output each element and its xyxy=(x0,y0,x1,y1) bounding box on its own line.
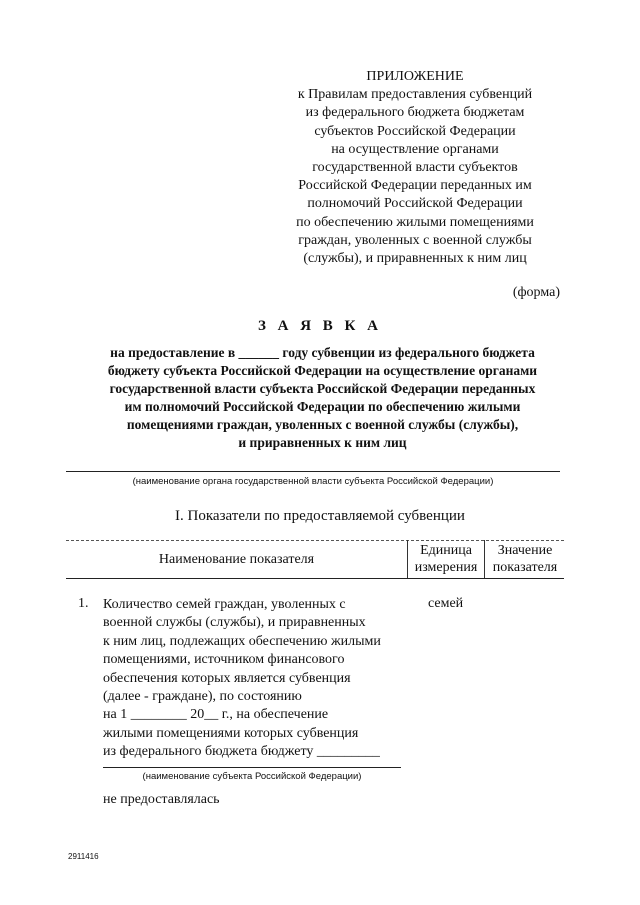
annex-line: (службы), и приравненных к ним лиц xyxy=(303,251,527,267)
subtitle-line: государственной власти субъекта Российской Федерации переданных xyxy=(109,381,536,396)
document-code: 2911416 xyxy=(68,852,99,861)
form-label: (форма) xyxy=(512,285,560,300)
section-title: I. Показатели по предоставляемой субвенции xyxy=(175,508,465,524)
row-text-line: из федерального бюджета бюджету _________ xyxy=(103,744,380,760)
row-unit: семей xyxy=(428,596,464,611)
subtitle-line: им полномочий Российской Федерации по обеспечению жилыми xyxy=(124,399,521,414)
column-header-value xyxy=(485,540,565,578)
annex-line: государственной власти субъектов xyxy=(312,160,518,176)
column-header-value-line: Значение xyxy=(497,543,553,558)
column-header-unit-line: Единица xyxy=(420,543,472,558)
table-header-bottom-border xyxy=(66,578,564,579)
annex-line: полномочий Российской Федерации xyxy=(307,196,523,212)
row-text-line: к ним лиц, подлежащих обеспечению жилыми xyxy=(103,633,381,649)
column-header-name xyxy=(66,540,407,578)
subtitle-line: на предоставление в ______ году субвенции из федерального бюджета xyxy=(110,345,535,360)
annex-line: к Правилам предоставления субвенций xyxy=(297,87,533,103)
column-header-unit xyxy=(408,540,484,578)
annex-line: по обеспечению жилыми помещениями xyxy=(296,214,534,230)
row-text-line: обеспечения которых является субвенция xyxy=(103,670,351,686)
org-name-fill-line xyxy=(66,471,560,472)
annex-line: субъектов Российской Федерации xyxy=(314,123,516,139)
subtitle-line: помещениями граждан, уволенных с военной службы (службы), xyxy=(126,417,519,432)
column-header-name-text: Наименование показателя xyxy=(158,551,315,567)
subtitle-line: и приравненных к ним лиц xyxy=(238,435,407,450)
column-header-value-line: показателя xyxy=(492,560,558,575)
annex-line: на осуществление органами xyxy=(331,141,499,157)
annex-title: ПРИЛОЖЕНИЕ xyxy=(366,69,464,84)
subject-name-caption: (наименование субъекта Российской Федерации) xyxy=(142,771,362,782)
row-indicator-text xyxy=(103,596,403,762)
annex-line: из федерального бюджета бюджетам xyxy=(305,105,525,121)
document-subtitle xyxy=(70,344,575,452)
row-tail-text: не предоставлялась xyxy=(103,792,220,807)
row-text-line: жилыми помещениями которых субвенция xyxy=(103,725,359,741)
row-number: 1. xyxy=(78,596,89,611)
row-text-line: помещениями, источником финансового xyxy=(103,652,345,668)
row-text-line: Количество семей граждан, уволенных с xyxy=(103,597,346,612)
subtitle-line: бюджету субъекта Российской Федерации на осуществление органами xyxy=(107,363,538,378)
row-text-line: (далее - граждане), по состоянию xyxy=(103,689,302,705)
annex-line: Российской Федерации переданных им xyxy=(298,178,532,194)
row-text-line: военной службы (службы), и приравненных xyxy=(103,615,366,631)
column-header-unit-line: измерения xyxy=(414,560,478,575)
annex-block xyxy=(255,68,575,268)
subject-name-fill-line xyxy=(103,767,401,768)
document-title: З А Я В К А xyxy=(257,318,383,334)
annex-line: граждан, уволенных с военной службы xyxy=(298,232,532,248)
row-text-line: на 1 ________ 20__ г., на обеспечение xyxy=(103,707,329,723)
org-name-caption: (наименование органа государственной власти субъекта Российской Федерации) xyxy=(132,476,494,487)
